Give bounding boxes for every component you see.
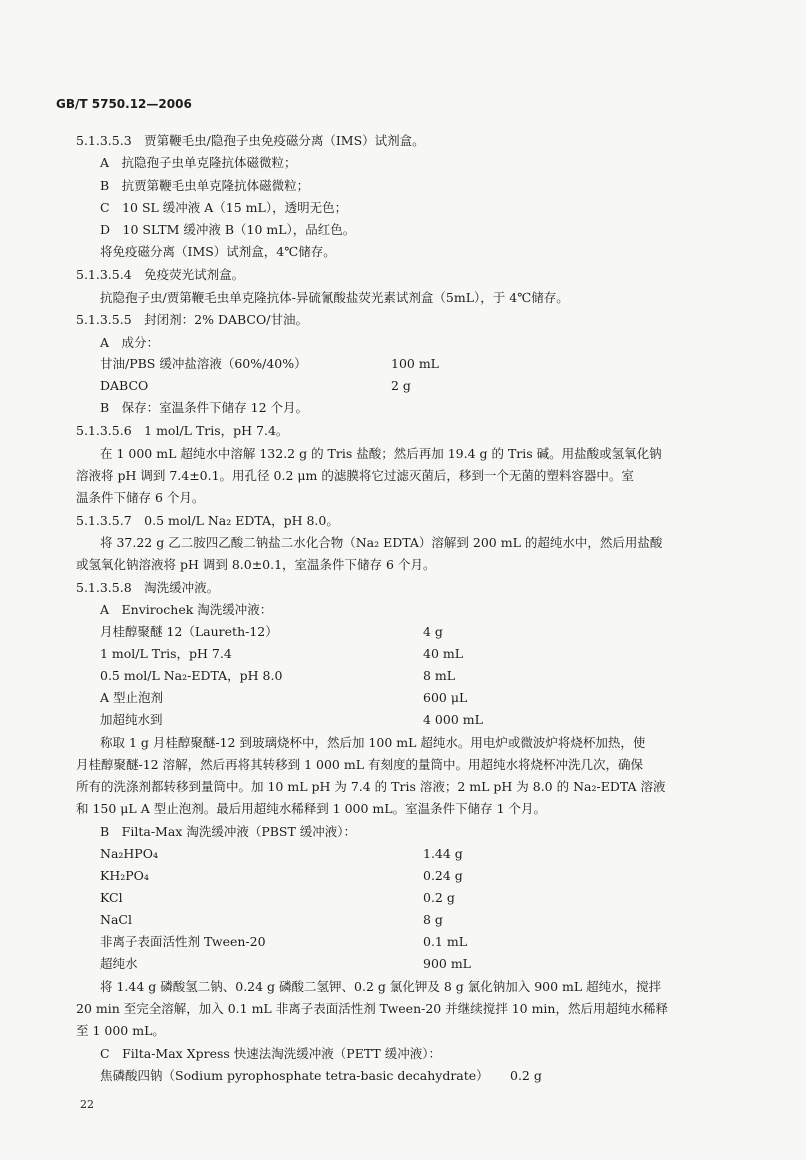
paragraph-line: 溶液将 pH 调到 7.4±0.1。用孔径 0.2 μm 的滤膜将它过滤灭菌后，移到一个无菌的塑料容器中。室: [76, 468, 634, 483]
paragraph-line: 或氢氧化钠溶液将 pH 调到 8.0±0.1，室温条件下储存 6 个月。: [76, 557, 436, 572]
table-row-name: 焦磷酸四钠（Sodium pyrophosphate tetra-basic decahydrate）: [100, 1068, 489, 1083]
document-header: GB/T 5750.12—2006: [56, 97, 192, 111]
table-row-name: Na₂HPO₄: [100, 846, 158, 861]
item-a: A Envirochek 淘洗缓冲液：: [100, 602, 273, 617]
table-row-amount: 1.44 g: [423, 846, 463, 861]
paragraph-line: 所有的洗涤剂都转移到量筒中。加 10 mL pH 为 7.4 的 Tris 溶液；2 mL pH 为 8.0 的 Na₂-EDTA 溶液: [76, 779, 666, 794]
table-row-name: 超纯水: [100, 956, 138, 971]
paragraph-line: 将 1.44 g 磷酸氢二钠、0.24 g 磷酸二氢钾、0.2 g 氯化钾及 8 g 氯化钠加入 900 mL 超纯水，搅拌: [100, 979, 662, 994]
paragraph-line: 称取 1 g 月桂醇聚醚-12 到玻璃烧杯中，然后加 100 mL 超纯水。用电炉或微波炉将烧杯加热，使: [100, 735, 646, 750]
table-row-amount: 900 mL: [423, 956, 471, 971]
item-b: B Filta-Max 淘洗缓冲液（PBST 缓冲液）：: [100, 824, 357, 839]
table-row-name: A 型止泡剂: [100, 690, 164, 705]
table-row-amount: 0.1 mL: [423, 934, 468, 949]
section-5-1-3-5-6: 5.1.3.5.6 1 mol/L Tris，pH 7.4。: [76, 423, 289, 438]
paragraph-line: 抗隐孢子虫/贾第鞭毛虫单克隆抗体-异硫氰酸盐荧光素试剂盒（5mL），于 4℃储存。: [100, 290, 569, 305]
table-row-amount: 4 g: [423, 624, 443, 639]
table-row-amount: 40 mL: [423, 646, 464, 661]
paragraph-line: 在 1 000 mL 超纯水中溶解 132.2 g 的 Tris 盐酸；然后再加 19.4 g 的 Tris 碱。用盐酸或氢氧化钠: [100, 446, 662, 461]
page-number: 22: [80, 1098, 94, 1111]
table-row-amount: 100 mL: [391, 356, 439, 371]
item-b: B 抗贾第鞭毛虫单克隆抗体磁微粒；: [100, 178, 310, 193]
table-row-amount: 600 μL: [423, 690, 468, 705]
paragraph-line: 月桂醇聚醚-12 溶解，然后再将其转移到 1 000 mL 有刻度的量筒中。用超纯水将烧杯冲洗几次，确保: [76, 757, 643, 772]
storage-note: 将免疫磁分离（IMS）试剂盒，4℃储存。: [100, 244, 336, 259]
paragraph-line: 和 150 μL A 型止泡剂。最后用超纯水稀释到 1 000 mL。室温条件下储存 1 个月。: [76, 801, 546, 816]
table-row-amount: 8 mL: [423, 668, 456, 683]
table-row-name: 甘油/PBS 缓冲盐溶液（60%/40%）: [100, 356, 307, 371]
table-row-amount: 2 g: [391, 378, 411, 393]
table-row-name: 非离子表面活性剂 Tween-20: [100, 934, 266, 949]
table-row-name: 月桂醇聚醚 12（Laureth-12）: [100, 624, 278, 639]
table-row-amount: 0.2 g: [510, 1068, 542, 1083]
paragraph-line: 至 1 000 mL。: [76, 1023, 165, 1038]
paragraph-line: 将 37.22 g 乙二胺四乙酸二钠盐二水化合物（Na₂ EDTA）溶解到 200 mL 的超纯水中，然后用盐酸: [100, 535, 663, 550]
item-a: A 成分：: [100, 335, 160, 350]
section-5-1-3-5-7: 5.1.3.5.7 0.5 mol/L Na₂ EDTA，pH 8.0。: [76, 513, 339, 528]
item-b: B 保存：室温条件下储存 12 个月。: [100, 400, 309, 415]
paragraph-line: 20 min 至完全溶解，加入 0.1 mL 非离子表面活性剂 Tween-20 并继续搅拌 10 min，然后用超纯水稀释: [76, 1001, 668, 1016]
table-row-amount: 8 g: [423, 912, 443, 927]
item-c: C Filta-Max Xpress 快速法淘洗缓冲液（PETT 缓冲液）：: [100, 1046, 441, 1061]
item-d: D 10 SLTM 缓冲液 B（10 mL），品红色。: [100, 222, 356, 237]
section-5-1-3-5-8: 5.1.3.5.8 淘洗缓冲液。: [76, 580, 220, 595]
table-row-amount: 0.24 g: [423, 868, 463, 883]
table-row-name: 1 mol/L Tris，pH 7.4: [100, 646, 232, 661]
section-5-1-3-5-4: 5.1.3.5.4 免疫荧光试剂盒。: [76, 267, 245, 282]
paragraph-line: 温条件下储存 6 个月。: [76, 490, 205, 505]
item-a: A 抗隐孢子虫单克隆抗体磁微粒；: [100, 155, 297, 170]
table-row-name: 加超纯水到: [100, 712, 163, 727]
table-row-name: KH₂PO₄: [100, 868, 149, 883]
table-row-name: DABCO: [100, 378, 149, 393]
table-row-amount: 0.2 g: [423, 890, 455, 905]
table-row-amount: 4 000 mL: [423, 712, 483, 727]
table-row-name: KCl: [100, 890, 123, 905]
section-5-1-3-5-5: 5.1.3.5.5 封闭剂：2% DABCO/甘油。: [76, 312, 308, 327]
table-row-name: 0.5 mol/L Na₂-EDTA，pH 8.0: [100, 668, 283, 683]
item-c: C 10 SL 缓冲液 A（15 mL），透明无色；: [100, 200, 348, 215]
section-5-1-3-5-3: 5.1.3.5.3 贾第鞭毛虫/隐孢子虫免疫磁分离（IMS）试剂盒。: [76, 133, 425, 148]
table-row-name: NaCl: [100, 912, 132, 927]
